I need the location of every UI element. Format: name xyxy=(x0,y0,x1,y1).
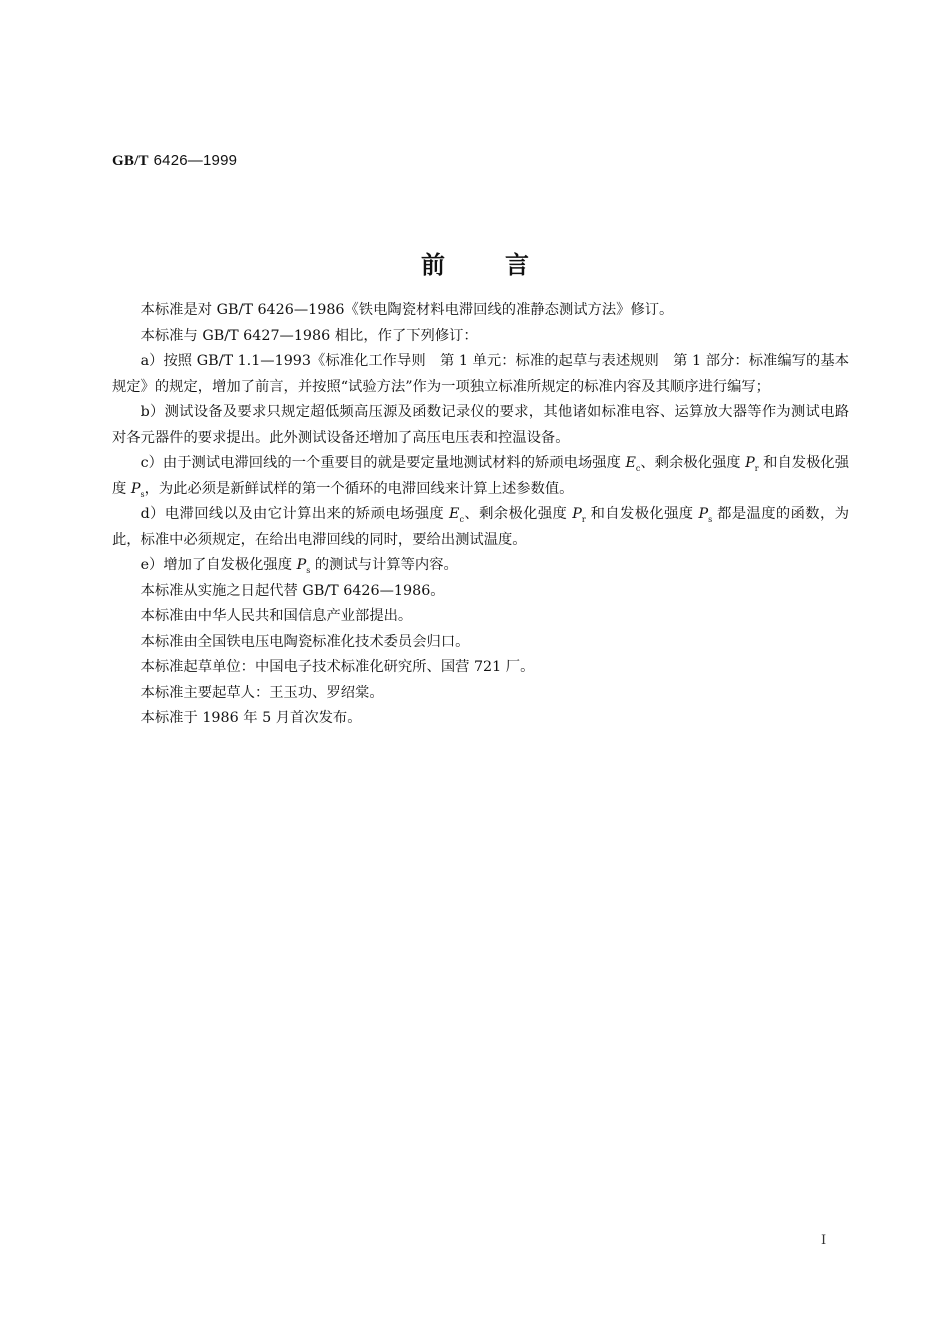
paragraph-item-a: a）按照 GB/T 1.1—1993《标准化工作导则 第 1 单元：标准的起草与表述规则 第 1 部分：标准编写的基本规定》的规定，增加了前言，并按照“试验方法”作为一项独立标准所规定的标准内容及其顺序进行编写； xyxy=(112,353,849,395)
foreword-body xyxy=(112,298,849,732)
page-title: 前言 xyxy=(421,251,589,279)
paragraph-item-d: d）电滞回线以及由它计算出来的矫顽电场强度 $E_c$、剩余极化强度 $P_r$ 和自发极化强度 $P_s$ 都是温度的函数，为此，标准中必须规定，在给出电滞回线的同时，要给出测试温度。 xyxy=(112,506,849,548)
paragraph-first-issued: 本标准于 1986 年 5 月首次发布。 xyxy=(140,710,362,726)
paragraph-proposed-by: 本标准由中华人民共和国信息产业部提出。 xyxy=(140,608,413,624)
standard-code: GB/T xyxy=(112,153,149,169)
standard-number: 6426—1999 xyxy=(153,152,238,169)
paragraph-item-e: e）增加了自发极化强度 $P_s$ 的测试与计算等内容。 xyxy=(140,557,458,575)
paragraph-drafting-units: 本标准起草单位：中国电子技术标准化研究所、国营 721 厂。 xyxy=(140,659,535,675)
paragraph-comparison: 本标准与 GB/T 6427—1986 相比，作了下列修订： xyxy=(140,327,478,344)
paragraph-item-c: c）由于测试电滞回线的一个重要目的就是要定量地测试材料的矫顽电场强度 $E_c$、剩余极化强度 $P_r$ 和自发极化强度 $P_s$，为此必须是新鲜试样的第一个循环的电滞回线来计算上述参数值。 xyxy=(112,455,850,499)
standard-header xyxy=(112,151,237,170)
page-number: I xyxy=(821,1233,827,1248)
paragraph-drafters: 本标准主要起草人：王玉功、罗绍棠。 xyxy=(140,684,384,701)
paragraph-under-jurisdiction: 本标准由全国铁电压电陶瓷标准化技术委员会归口。 xyxy=(140,633,470,650)
paragraph-replaces: 本标准从实施之日起代替 GB/T 6426—1986。 xyxy=(140,582,445,599)
paragraph-item-b: b）测试设备及要求只规定超低频高压源及函数记录仪的要求，其他诸如标准电容、运算放大器等作为测试电路对各元器件的要求提出。此外测试设备还增加了高压电压表和控温设备。 xyxy=(112,404,849,446)
paragraph-revision-basis: 本标准是对 GB/T 6426—1986《铁电陶瓷材料电滞回线的准静态测试方法》修订。 xyxy=(140,302,674,318)
